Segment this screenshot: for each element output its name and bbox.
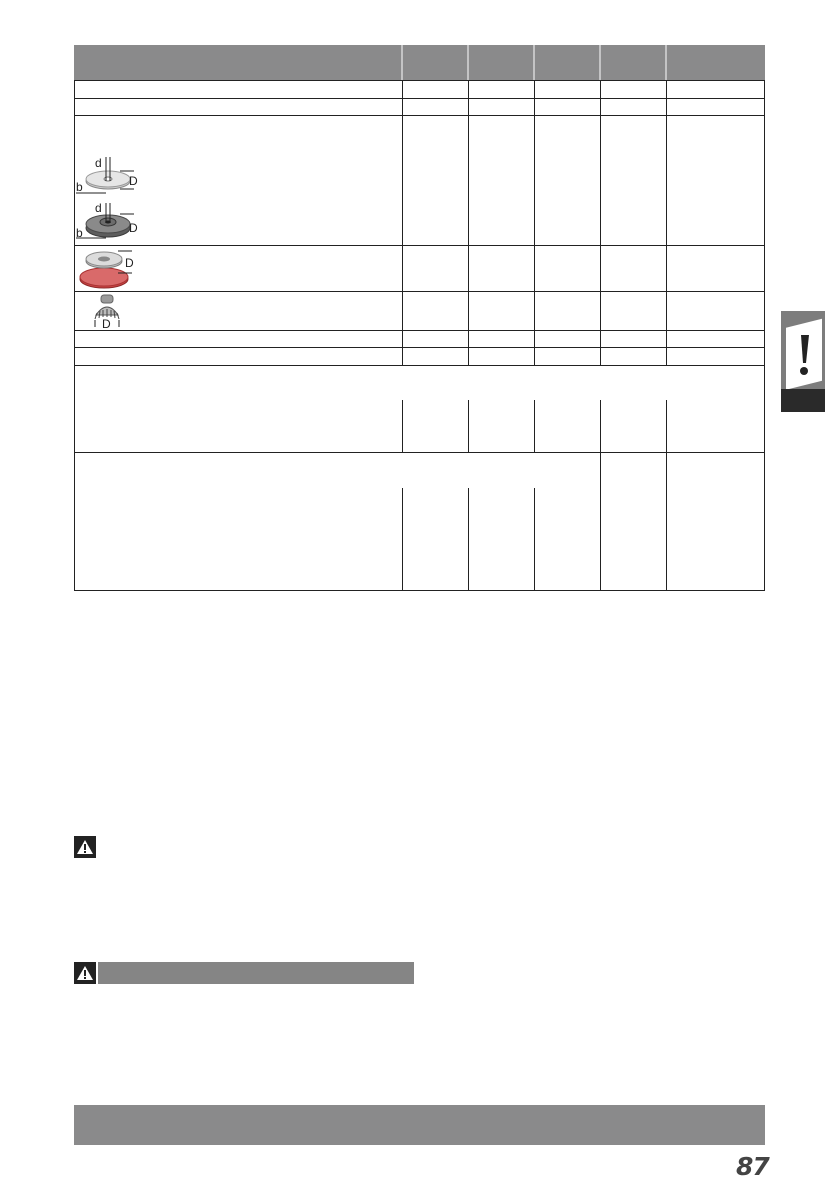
thickness-label: b	[76, 226, 83, 240]
inner-diameter-label: d	[95, 156, 102, 170]
outer-diameter-label: D	[129, 221, 138, 235]
warning-triangle-icon	[74, 962, 96, 984]
table-header-row	[74, 45, 765, 80]
spec-table	[74, 45, 765, 591]
side-warning-tab	[781, 311, 825, 412]
outer-diameter-label: D	[129, 174, 138, 188]
depressed-centre-disc-icon	[76, 201, 138, 245]
sanding-disc-icon	[78, 247, 138, 291]
footer-band	[74, 1105, 765, 1145]
warning-triangle-icon	[74, 836, 96, 858]
spec-table-grid	[74, 45, 765, 591]
outer-diameter-label: D	[102, 317, 111, 329]
warning-heading-band	[98, 962, 414, 984]
flat-disc-icon	[76, 155, 138, 201]
outer-diameter-label: D	[125, 256, 134, 270]
page-number: 87	[736, 1152, 769, 1181]
warning-heading-bar	[74, 962, 414, 984]
wire-cup-brush-icon	[90, 293, 130, 329]
thickness-label: b	[76, 180, 83, 194]
inner-diameter-label: d	[95, 201, 102, 215]
